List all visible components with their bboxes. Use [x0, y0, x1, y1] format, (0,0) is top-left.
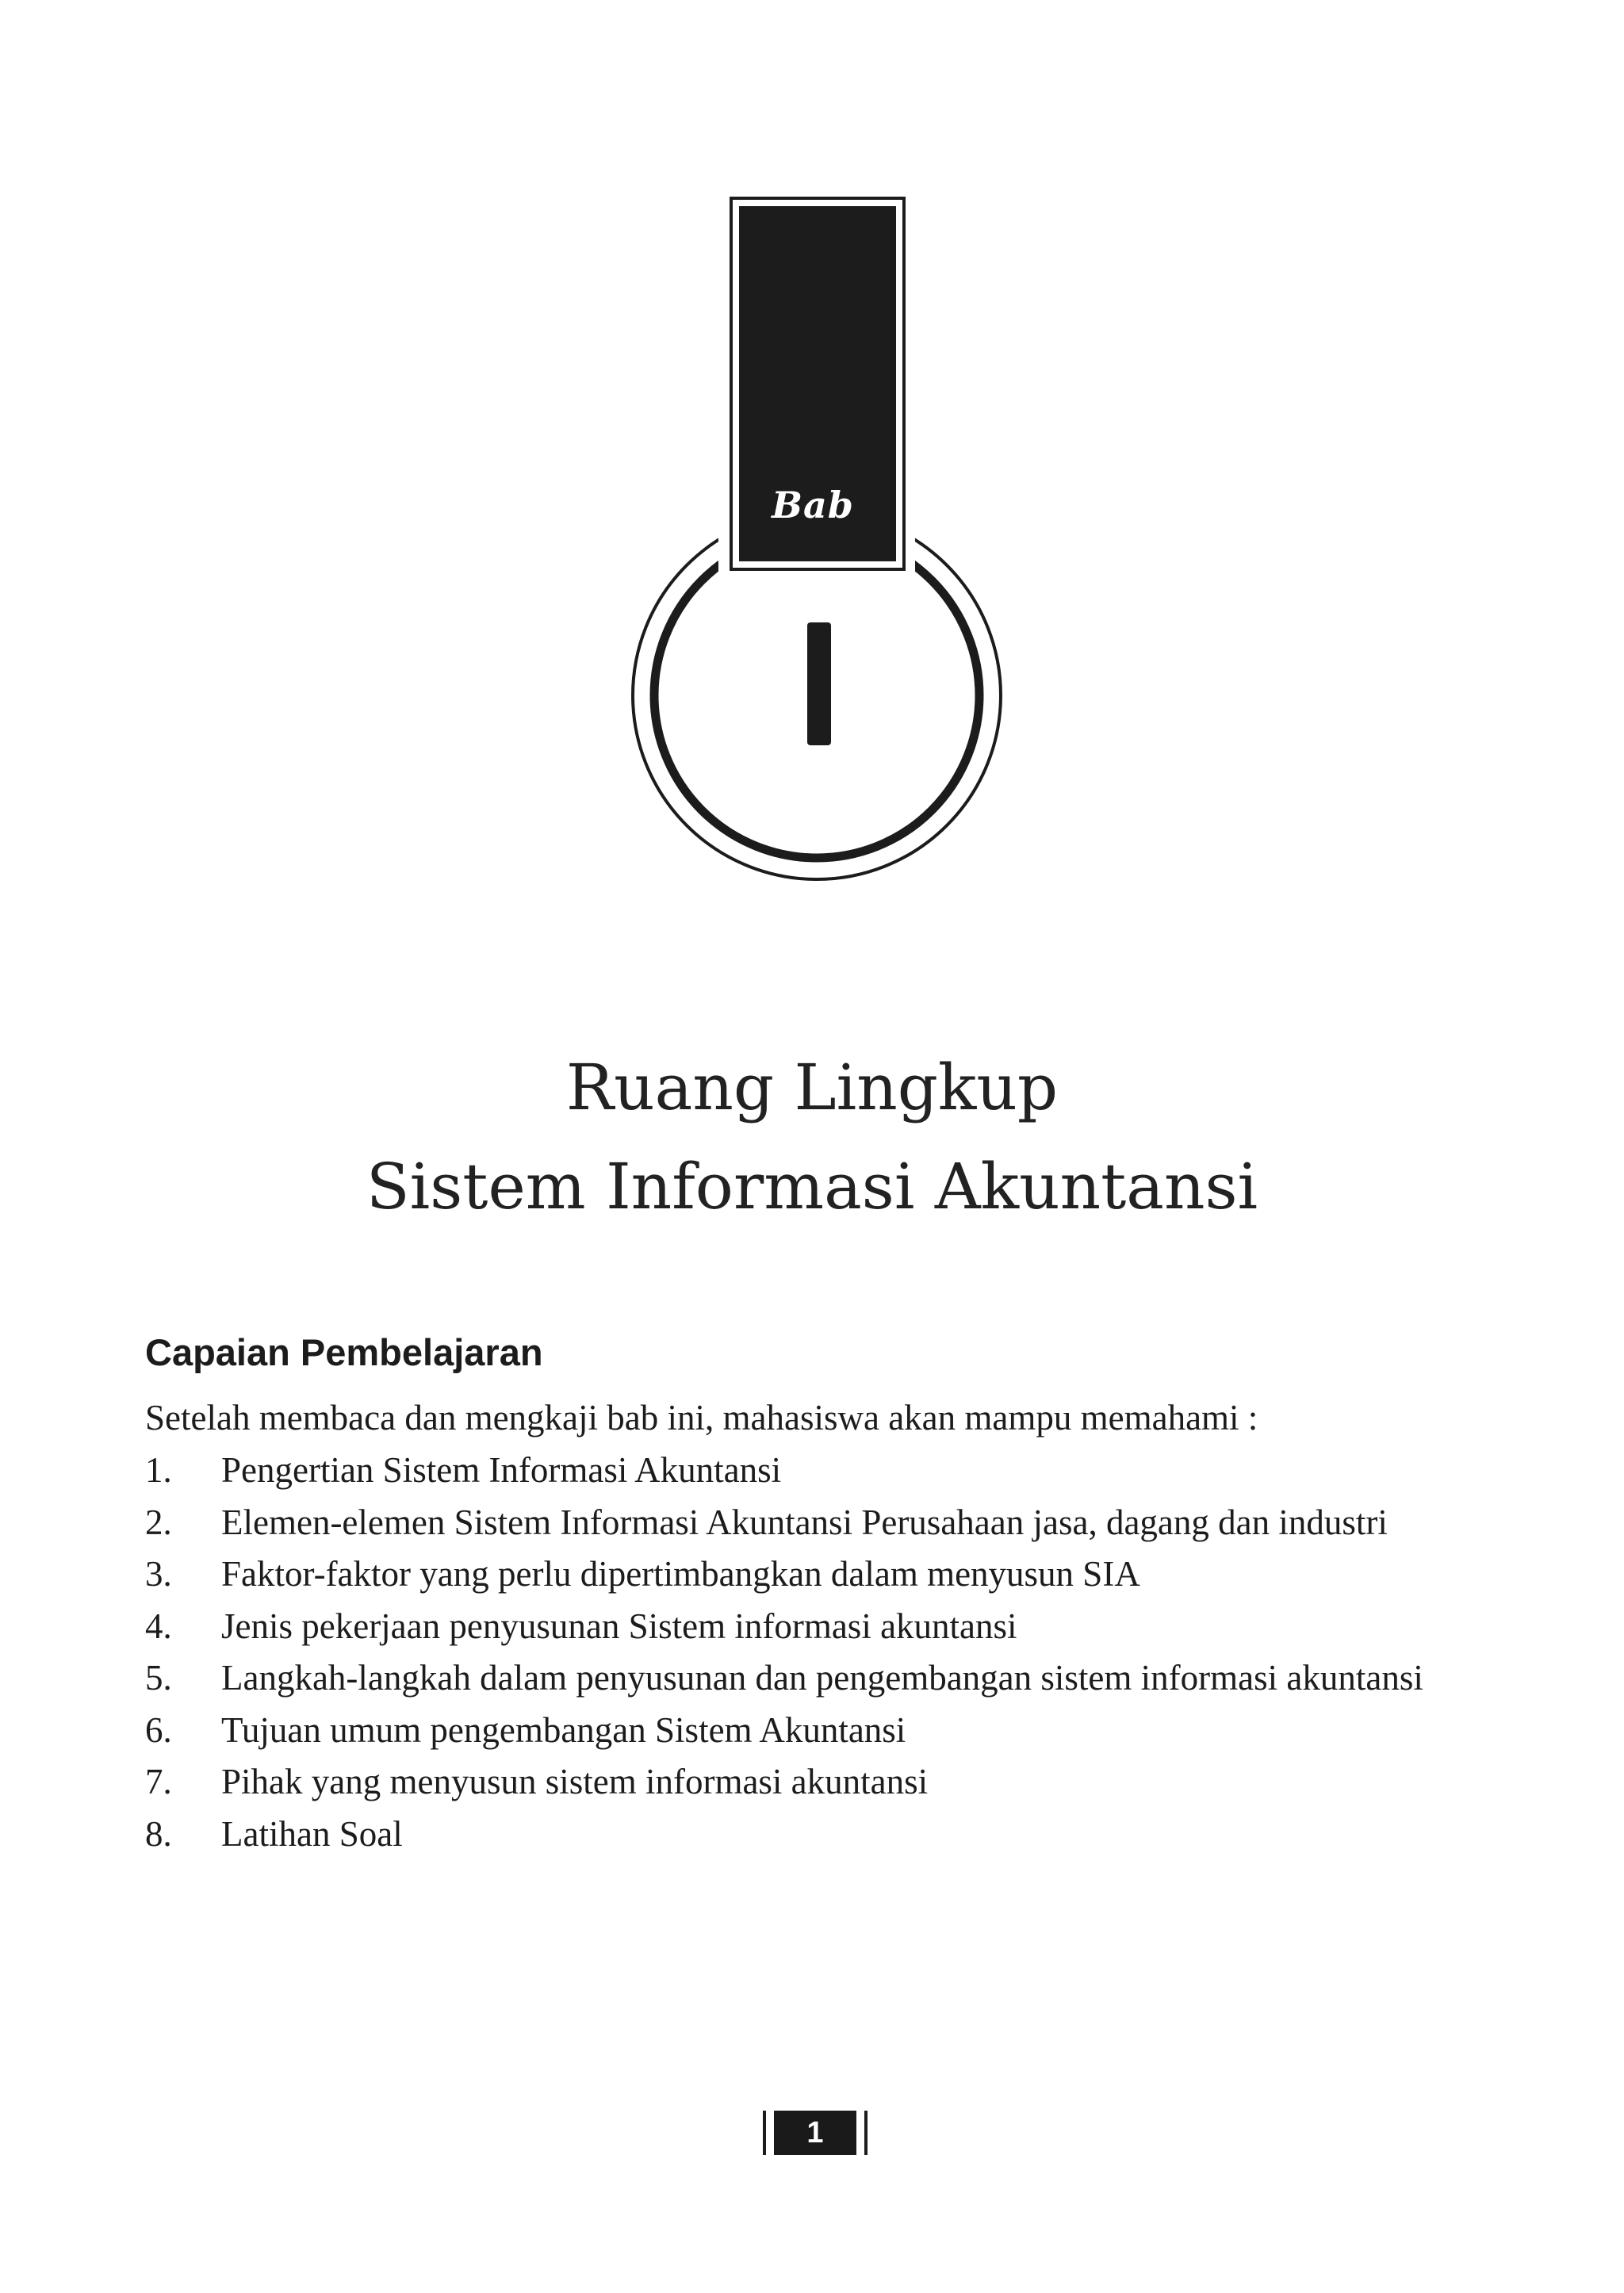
- page-number: [763, 2111, 874, 2155]
- page-number-left-rule: [763, 2111, 766, 2155]
- list-item-number: 1.: [145, 1450, 172, 1490]
- list-item: [145, 1657, 1423, 1709]
- list-item: [145, 1606, 1423, 1658]
- list-item-number: 6.: [145, 1709, 172, 1750]
- list-item: [145, 1761, 1423, 1813]
- list-item-number: 4.: [145, 1606, 172, 1646]
- chapter-title-line-2: Sistem Informasi Akuntansi: [366, 1150, 1258, 1223]
- list-item: [145, 1813, 1423, 1866]
- list-item: [145, 1449, 1423, 1502]
- list-item-text: Pihak yang menyusun sistem informasi akuntansi: [221, 1762, 929, 1801]
- chapter-label: Bab: [772, 484, 854, 526]
- list-item-number: 7.: [145, 1762, 172, 1801]
- list-item-text: Tujuan umum pengembangan Sistem Akuntansi: [221, 1709, 906, 1750]
- learning-outcomes-intro: Setelah membaca dan mengkaji bab ini, mahasiswa akan mampu memahami :: [145, 1398, 1258, 1437]
- chapter-emblem: [0, 0, 1624, 888]
- chapter-emblem-graphic: [0, 0, 1624, 888]
- chapter-title-line-1: Ruang Lingkup: [565, 1051, 1059, 1124]
- learning-outcomes-list: [145, 1449, 1423, 1865]
- list-item-text: Langkah-langkah dalam penyusunan dan pengembangan sistem informasi akuntansi: [221, 1658, 1423, 1698]
- page-number-value: 1: [774, 2111, 856, 2155]
- list-item-text: Pengertian Sistem Informasi Akuntansi: [221, 1450, 782, 1490]
- list-item-text: Faktor-faktor yang perlu dipertimbangkan dalam menyusun SIA: [221, 1554, 1140, 1594]
- list-item-number: 8.: [145, 1813, 172, 1854]
- list-item-number: 3.: [145, 1554, 172, 1594]
- list-item: [145, 1709, 1423, 1762]
- list-item: [145, 1553, 1423, 1606]
- learning-outcomes-heading: Capaian Pembelajaran: [145, 1331, 543, 1373]
- list-item-text: Jenis pekerjaan penyusunan Sistem informasi akuntansi: [221, 1606, 1017, 1646]
- list-item-number: 5.: [145, 1658, 172, 1698]
- list-item: [145, 1502, 1423, 1554]
- list-item-text: Latihan Soal: [221, 1813, 403, 1854]
- list-item-number: 2.: [145, 1502, 172, 1542]
- page-number-right-rule: [864, 2111, 868, 2155]
- chapter-numeral: [807, 622, 831, 745]
- list-item-text: Elemen-elemen Sistem Informasi Akuntansi Perusahaan jasa, dagang dan industri: [221, 1502, 1388, 1542]
